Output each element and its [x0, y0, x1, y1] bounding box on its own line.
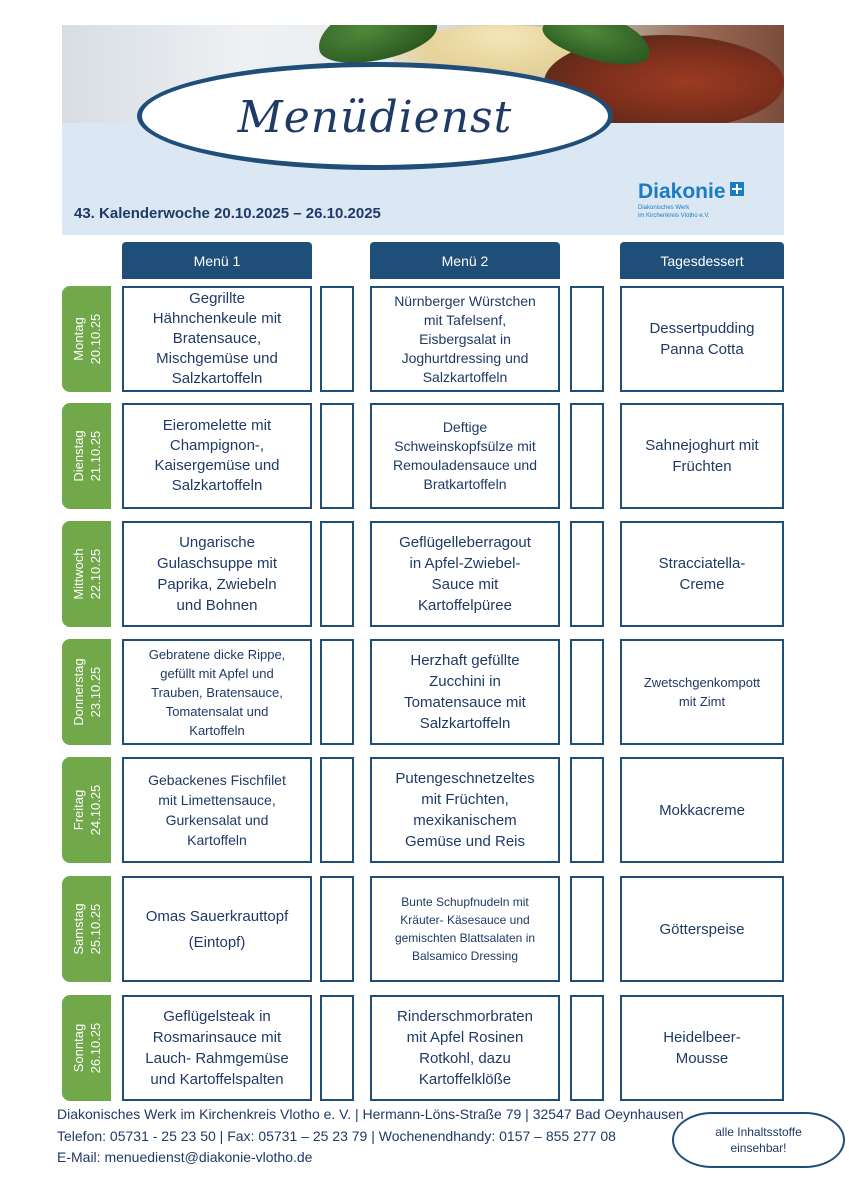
day-date: 21.10.25 — [87, 430, 103, 482]
day-name: Montag — [70, 317, 86, 361]
menu1-cell: Geflügelsteak in Rosmarinsauce mit Lauch- Rahmgemüse und Kartoffelspalten — [122, 995, 312, 1101]
menu1-cell: Gebratene dicke Rippe, gefüllt mit Apfel und Trauben, Bratensauce, Tomatensalat und Kartoffeln — [122, 639, 312, 745]
dessert-cell: Heidelbeer- Mousse — [620, 995, 784, 1101]
day-tab — [62, 639, 111, 745]
menu2-checkbox[interactable] — [570, 995, 604, 1101]
dessert-cell: Sahnejoghurt mit Früchten — [620, 403, 784, 509]
day-tab — [62, 995, 111, 1101]
menu1-cell: Eieromelette mit Champignon-, Kaisergemüse und Salzkartoffeln — [122, 403, 312, 509]
logo-line-1: Diakonisches Werk — [638, 205, 690, 211]
cross-icon — [730, 182, 744, 196]
menu2-cell: Rinderschmorbraten mit Apfel Rosinen Rotkohl, dazu Kartoffelklöße — [370, 995, 560, 1101]
menu1-checkbox[interactable] — [320, 876, 354, 982]
day-tab — [62, 286, 111, 392]
day-name: Freitag — [70, 789, 86, 831]
day-tab — [62, 757, 111, 863]
footer-address: Diakonisches Werk im Kirchenkreis Vlotho e. V. | Hermann-Löns-Straße 79 | 32547 Bad Oeynhausen — [57, 1106, 684, 1122]
day-date: 20.10.25 — [87, 313, 103, 365]
day-date: 26.10.25 — [87, 1022, 103, 1074]
menu2-checkbox[interactable] — [570, 876, 604, 982]
day-date: 22.10.25 — [87, 548, 103, 600]
dessert-cell: Dessertpudding Panna Cotta — [620, 286, 784, 392]
menu2-checkbox[interactable] — [570, 286, 604, 392]
column-header-dessert: Tagesdessert — [620, 242, 784, 279]
dessert-cell: Stracciatella- Creme — [620, 521, 784, 627]
menu1-cell: Gegrillte Hähnchenkeule mit Bratensauce, Mischgemüse und Salzkartoffeln — [122, 286, 312, 392]
week-label: 43. Kalenderwoche 20.10.2025 – 26.10.2025 — [74, 205, 381, 222]
menu2-cell: Nürnberger Würstchen mit Tafelsenf, Eisbergsalat in Joghurtdressing und Salzkartoffeln — [370, 286, 560, 392]
menu1-checkbox[interactable] — [320, 757, 354, 863]
footer-phone: Telefon: 05731 - 25 23 50 | Fax: 05731 – 25 23 79 | Wochenendhandy: 0157 – 855 277 08 — [57, 1128, 616, 1144]
day-tab — [62, 876, 111, 982]
menu1-cell: Omas Sauerkrauttopf (Eintopf) — [122, 876, 312, 982]
day-name: Mittwoch — [70, 548, 86, 600]
day-name: Sonntag — [70, 1023, 86, 1073]
menu2-checkbox[interactable] — [570, 639, 604, 745]
menu2-checkbox[interactable] — [570, 403, 604, 509]
menu1-cell: Gebackenes Fischfilet mit Limettensauce, Gurkensalat und Kartoffeln — [122, 757, 312, 863]
dessert-cell: Zwetschgenkompott mit Zimt — [620, 639, 784, 745]
menu2-cell: Geflügelleberragout in Apfel-Zwiebel- Sauce mit Kartoffelpüree — [370, 521, 560, 627]
day-tab — [62, 521, 111, 627]
menu1-checkbox[interactable] — [320, 639, 354, 745]
dessert-cell: Mokkacreme — [620, 757, 784, 863]
menu2-cell: Bunte Schupfnudeln mit Kräuter- Käsesauce und gemischten Blattsalaten in Balsamico Dressing — [370, 876, 560, 982]
diakonie-logo — [638, 180, 778, 220]
menu1-checkbox[interactable] — [320, 521, 354, 627]
day-date: 24.10.25 — [87, 784, 103, 836]
day-name: Dienstag — [70, 430, 86, 482]
menu2-cell: Putengeschnetzeltes mit Früchten, mexikanischem Gemüse und Reis — [370, 757, 560, 863]
menu1-checkbox[interactable] — [320, 286, 354, 392]
menu1-cell: Ungarische Gulaschsuppe mit Paprika, Zwiebeln und Bohnen — [122, 521, 312, 627]
day-tab — [62, 403, 111, 509]
page-title: Menüdienst — [237, 92, 513, 143]
day-name: Samstag — [70, 903, 86, 955]
footer-email[interactable]: E-Mail: menuedienst@diakonie-vlotho.de — [57, 1149, 313, 1165]
column-header-menu1: Menü 1 — [122, 242, 312, 279]
menu1-checkbox[interactable] — [320, 403, 354, 509]
day-date: 23.10.25 — [87, 666, 103, 718]
menu1-checkbox[interactable] — [320, 995, 354, 1101]
logo-line-2: im Kirchenkreis Vlotho e.V. — [638, 213, 710, 219]
allergen-info-cloud: alle Inhaltsstoffe einsehbar! — [672, 1112, 845, 1168]
column-header-menu2: Menü 2 — [370, 242, 560, 279]
menu2-cell: Deftige Schweinskopfsülze mit Remouladensauce und Bratkartoffeln — [370, 403, 560, 509]
menu2-checkbox[interactable] — [570, 521, 604, 627]
dessert-cell: Götterspeise — [620, 876, 784, 982]
menu2-checkbox[interactable] — [570, 757, 604, 863]
logo-name: Diakonie — [638, 180, 726, 203]
day-name: Donnerstag — [70, 658, 86, 726]
day-date: 25.10.25 — [87, 903, 103, 955]
menu2-cell: Herzhaft gefüllte Zucchini in Tomatensauce mit Salzkartoffeln — [370, 639, 560, 745]
